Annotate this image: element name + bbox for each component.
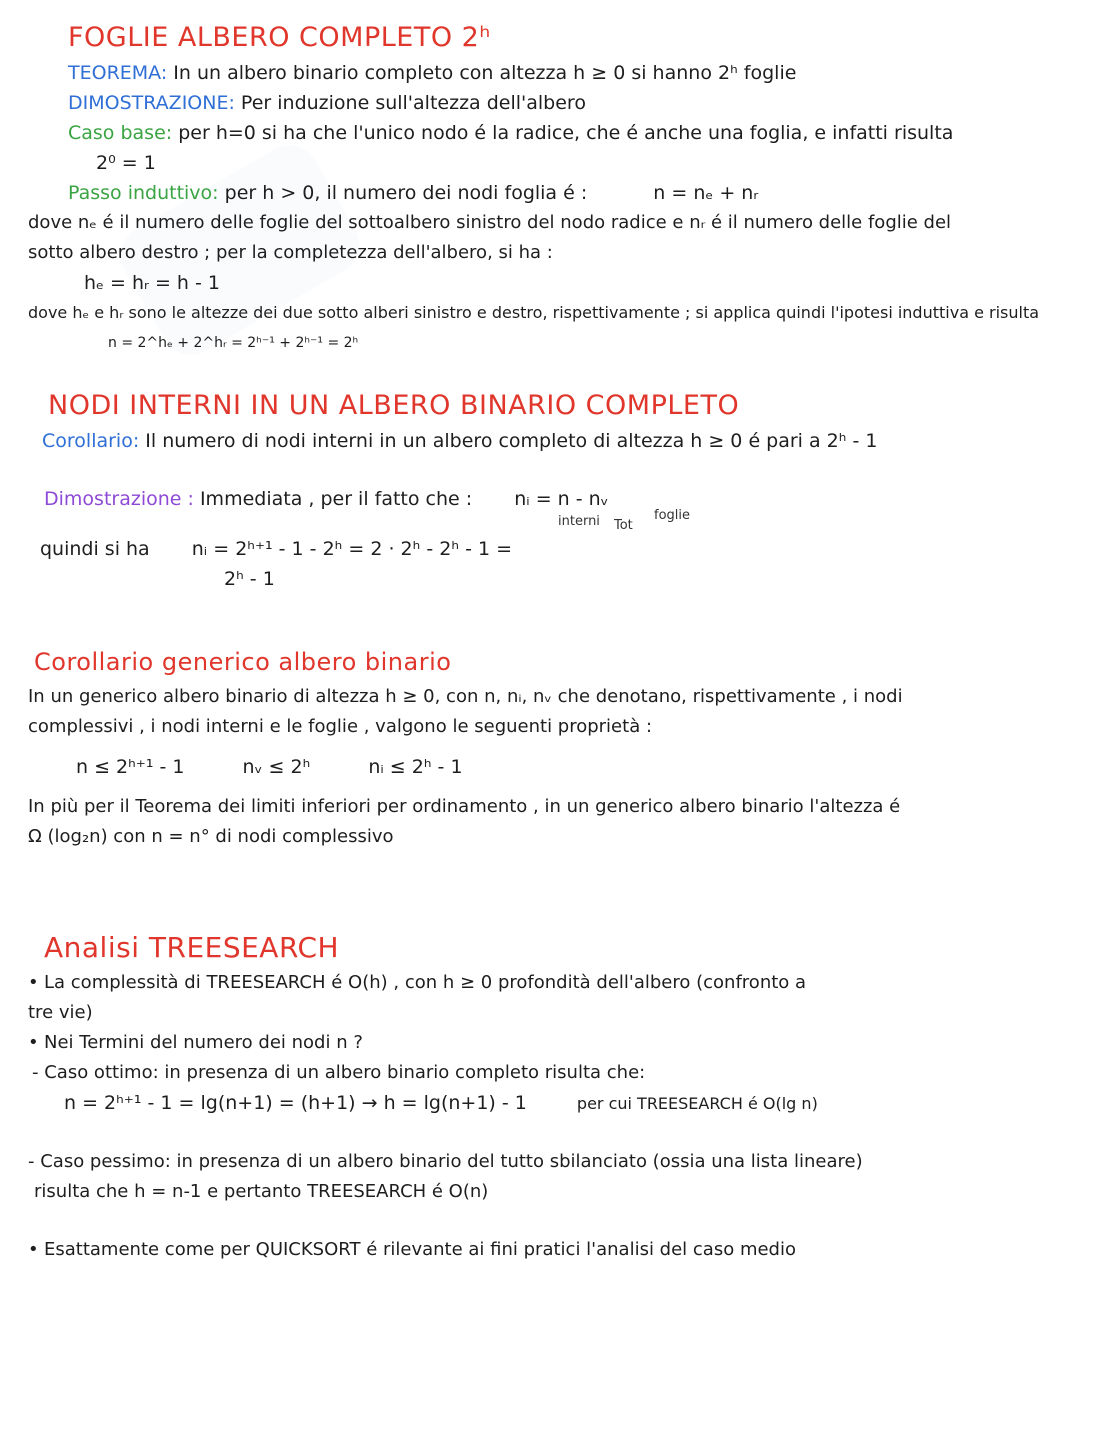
inequality-total: n ≤ 2ʰ⁺¹ - 1 [76,756,185,778]
corollary-label: Corollario: [42,430,140,452]
inductive-step-text: per h > 0, il numero dei nodi foglia é : [224,182,588,204]
proof-line [28,88,1098,118]
lower-bound-line-b: Ω (log₂n) con n = n° di nodi complessivo [28,826,394,847]
average-case-text: Esattamente come per QUICKSORT é rilevante ai fini pratici l'analisi del caso medio [44,1239,796,1260]
annot-tot: Tot [614,518,633,533]
complexity-text-b: tre vie) [28,1002,93,1023]
generic-tree-line-b: complessivi , i nodi interni e le foglie , valgono le seguenti proprietà : [28,716,653,737]
inductive-step-line [28,178,1098,208]
generic-tree-line-a: In un generico albero binario di altezza h ≥ 0, con n, nᵢ, nᵥ che denotano, rispettivamente , i nodi [28,686,903,707]
base-formula: 2⁰ = 1 [96,152,156,174]
inequalities-row [28,752,1098,782]
section3-title: Corollario generico albero binario [34,648,452,676]
worst-case-line: - Caso pessimo: in presenza di un albero binario del tutto sbilanciato (ossia una lista lineare) [28,1151,863,1172]
best-case-formula: n = 2ʰ⁺¹ - 1 = lg(n+1) = (h+1) → h = lg(n+1) - 1 [64,1092,527,1114]
inductive-step-label: Passo induttivo: [68,182,219,204]
inequality-leaves: nᵥ ≤ 2ʰ [242,756,311,778]
bullet-dot: • [28,1239,39,1260]
best-case-formula-line [28,1088,1098,1119]
base-case-text: per h=0 si ha che l'unico nodo é la radice, che é anche una foglia, e infatti risulta [178,122,954,144]
inductive-step-formula: n = nₑ + nᵣ [653,182,759,204]
best-case-result: per cui TREESEARCH é O(lg n) [576,1094,818,1113]
theorem-text: In un albero binario completo con altezza h ≥ 0 si hanno 2ʰ foglie [173,62,797,84]
therefore-result: 2ʰ - 1 [224,568,275,590]
average-case-bullet [28,1235,1098,1265]
proof-label: DIMOSTRAZIONE: [68,92,235,114]
corollary-text: Il numero di nodi interni in un albero completo di altezza h ≥ 0 é pari a 2ʰ - 1 [145,430,878,452]
nodes-bullet [28,1028,1098,1058]
complexity-text-a: La complessità di TREESEARCH é O(h) , con h ≥ 0 profondità dell'albero (confronto a [44,972,807,993]
base-case-line [28,118,1098,148]
heights-formula: hₑ = hᵣ = h - 1 [84,272,220,294]
annot-interni: interni [558,514,600,529]
section2-title: NODI INTERNI IN UN ALBERO BINARIO COMPLETO [48,390,740,421]
leaves-explanation-b: sotto albero destro ; per la completezza dell'albero, si ha : [28,242,553,263]
therefore-line [28,534,1098,564]
proof-text: Per induzione sull'altezza dell'albero [240,92,586,114]
base-case-label: Caso base: [68,122,173,144]
proof2-label: Dimostrazione : [44,488,194,510]
bullet-dot: • [28,972,39,993]
complexity-bullet [28,968,1098,998]
leaves-explanation-a: dove nₑ é il numero delle foglie del sottoalbero sinistro del nodo radice e nᵣ é il numero delle foglie del [28,212,952,233]
result-formula: n = 2^hₑ + 2^hᵣ = 2ʰ⁻¹ + 2ʰ⁻¹ = 2ʰ [108,335,359,351]
theorem-label: TEOREMA: [68,62,168,84]
section1-title: FOGLIE ALBERO COMPLETO 2ʰ [68,22,491,53]
best-case-line: - Caso ottimo: in presenza di un albero binario completo risulta che: [32,1062,646,1083]
annot-foglie: foglie [654,508,691,523]
therefore-label: quindi si ha [40,538,150,560]
proof2-line [28,484,1098,514]
worst-case-text: risulta che h = n-1 e pertanto TREESEARCH é O(n) [34,1181,489,1202]
theorem-line [28,58,1098,88]
proof2-formula: nᵢ = n - nᵥ [514,488,609,510]
proof2-text: Immediata , per il fatto che : [199,488,473,510]
corollary-line [28,426,1098,456]
heights-explanation: dove hₑ e hᵣ sono le altezze dei due sotto alberi sinistro e destro, rispettivamente ; si applica quindi l'ipotesi induttiva e risulta [28,303,1040,322]
inequality-internal: nᵢ ≤ 2ʰ - 1 [368,756,463,778]
bullet-dot: • [28,1032,39,1053]
lower-bound-line-a: In più per il Teorema dei limiti inferiori per ordinamento , in un generico albero binario l'altezza é [28,796,901,817]
therefore-formula: nᵢ = 2ʰ⁺¹ - 1 - 2ʰ = 2 · 2ʰ - 2ʰ - 1 = [191,538,513,560]
nodes-bullet-text: Nei Termini del numero dei nodi n ? [44,1032,363,1053]
section4-title: Analisi TREESEARCH [44,931,340,964]
annotation-row [28,508,1098,534]
